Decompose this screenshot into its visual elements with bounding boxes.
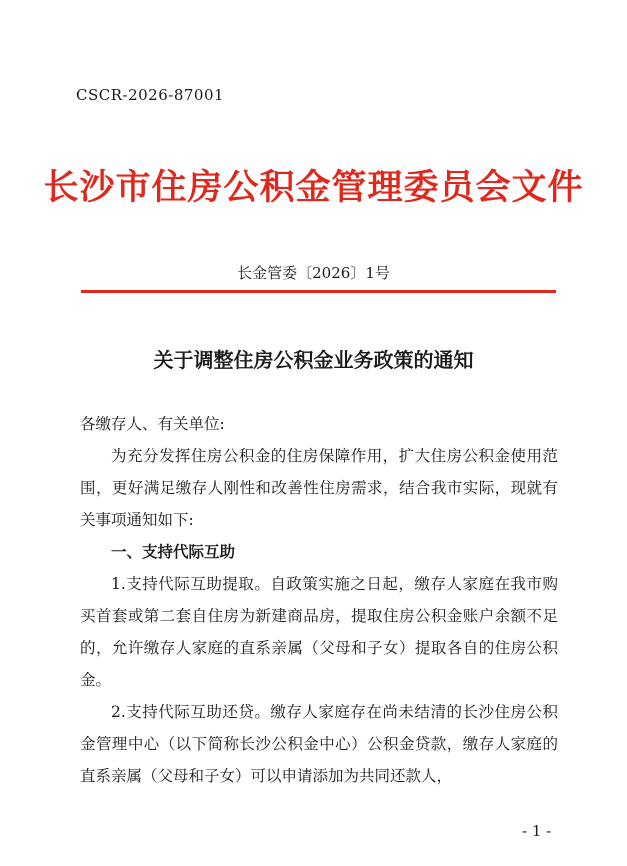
salutation: 各缴存人、有关单位: — [80, 415, 225, 433]
document-serial: CSCR-2026-87001 — [76, 86, 225, 104]
red-divider-line — [81, 290, 556, 293]
issuing-authority-header: 长沙市住房公积金管理委员会文件 — [43, 168, 584, 208]
item-2-paragraph: 2.支持代际互助还贷。缴存人家庭存在尚未结清的长沙住房公积金管理中心（以下简称长沙公积金中心）公积金贷款，缴存人家庭的直系亲属（父母和子女）可以申请添加为共同还款人， — [80, 703, 558, 785]
notice-title: 关于调整住房公积金业务政策的通知 — [153, 348, 474, 372]
item-1-paragraph: 1.支持代际互助提取。自政策实施之日起，缴存人家庭在我市购买首套或第二套自住房为新建商品房，提取住房公积金账户余额不足的，允许缴存人家庭的直系亲属（父母和子女）提取各自的住房公积金。 — [80, 575, 558, 689]
document-body — [80, 408, 558, 792]
document-number: 长金管委〔2026〕1号 — [237, 264, 390, 282]
section-1-heading: 一、支持代际互助 — [111, 543, 236, 561]
intro-paragraph: 为充分发挥住房公积金的住房保障作用，扩大住房公积金使用范围，更好满足缴存人刚性和改善性住房需求，结合我市实际，现就有关事项通知如下: — [80, 447, 558, 529]
page-number: - 1 - — [522, 822, 552, 840]
